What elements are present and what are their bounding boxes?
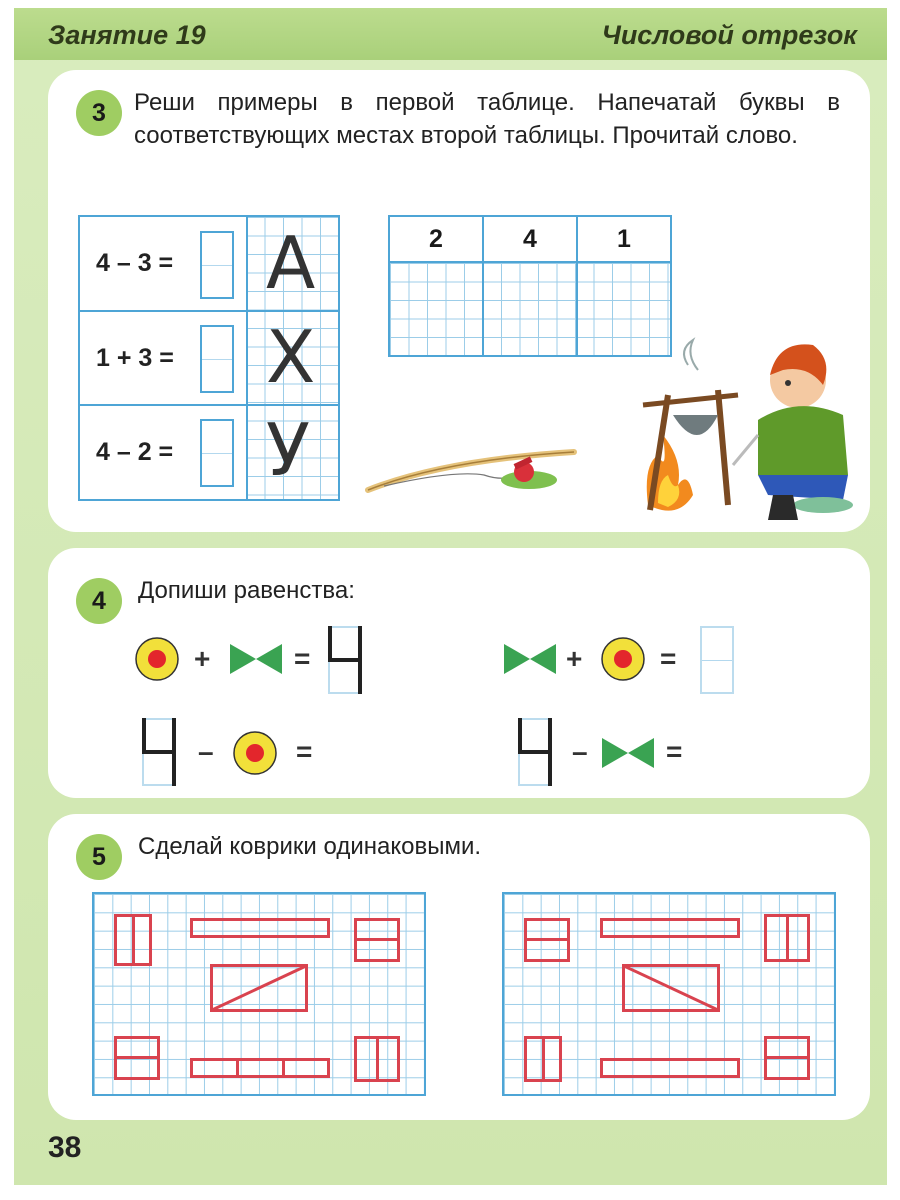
plus-sign: + bbox=[566, 643, 583, 674]
example-row-2-expression: 1 + 3 = bbox=[96, 344, 174, 372]
task3-panel bbox=[48, 70, 870, 532]
workbook-page bbox=[14, 8, 887, 1185]
fishing-rod-illustration bbox=[364, 430, 594, 500]
task5-panel bbox=[48, 814, 870, 1120]
task4-panel bbox=[48, 548, 870, 798]
answer-box-1[interactable] bbox=[200, 231, 234, 299]
task3-instruction: Реши примеры в первой таблице. Напечатай буквы в соответствующих местах второй таблицы. Прочитай слово. bbox=[134, 89, 840, 149]
example-row-3-expression: 4 – 2 = bbox=[96, 438, 174, 466]
answer-box-eq2[interactable] bbox=[700, 626, 734, 694]
boy-campfire-illustration bbox=[608, 335, 858, 525]
mat-left[interactable] bbox=[92, 892, 426, 1096]
target-circle-icon bbox=[134, 636, 180, 682]
example-row-1-expression: 4 – 3 = bbox=[96, 249, 174, 277]
equals-sign: = bbox=[666, 736, 683, 767]
minus-sign: – bbox=[572, 736, 588, 767]
green-bowtie-icon bbox=[602, 738, 654, 768]
answer-box-2[interactable] bbox=[200, 325, 234, 393]
equals-sign: = bbox=[296, 736, 313, 767]
lesson-title: Занятие 19 bbox=[48, 20, 206, 50]
equals-sign: = bbox=[294, 643, 311, 674]
target-circle-icon bbox=[600, 636, 646, 682]
equals-sign: = bbox=[660, 643, 677, 674]
answer-header-2: 4 bbox=[523, 225, 537, 253]
answer-cell-2[interactable] bbox=[484, 263, 576, 355]
topic-title: Числовой отрезок bbox=[601, 20, 857, 50]
task3-number: 3 bbox=[76, 90, 122, 136]
target-circle-icon bbox=[232, 730, 278, 776]
answer-box-3[interactable] bbox=[200, 419, 234, 487]
task5-instruction: Сделай коврики одинаковыми. bbox=[138, 833, 482, 860]
page-header bbox=[14, 8, 887, 60]
mat-right[interactable] bbox=[502, 892, 836, 1096]
task4-instruction: Допиши равенства: bbox=[138, 577, 355, 604]
answer-header-3: 1 bbox=[617, 225, 631, 253]
letter-a: А bbox=[266, 221, 316, 305]
answer-header-1: 2 bbox=[429, 225, 443, 253]
letter-kh: Х bbox=[266, 315, 316, 399]
task5-number: 5 bbox=[76, 834, 122, 880]
answer-cell-1[interactable] bbox=[390, 263, 482, 355]
page-number: 38 bbox=[48, 1131, 82, 1164]
given-digit-box bbox=[328, 626, 362, 694]
plus-sign: + bbox=[194, 643, 211, 674]
green-bowtie-icon bbox=[504, 644, 556, 674]
task4-number: 4 bbox=[76, 578, 122, 624]
letter-u: У bbox=[266, 408, 310, 492]
given-digit-box bbox=[518, 718, 552, 786]
minus-sign: – bbox=[198, 736, 214, 767]
examples-table bbox=[78, 215, 340, 501]
green-bowtie-icon bbox=[230, 644, 282, 674]
given-digit-box bbox=[142, 718, 176, 786]
